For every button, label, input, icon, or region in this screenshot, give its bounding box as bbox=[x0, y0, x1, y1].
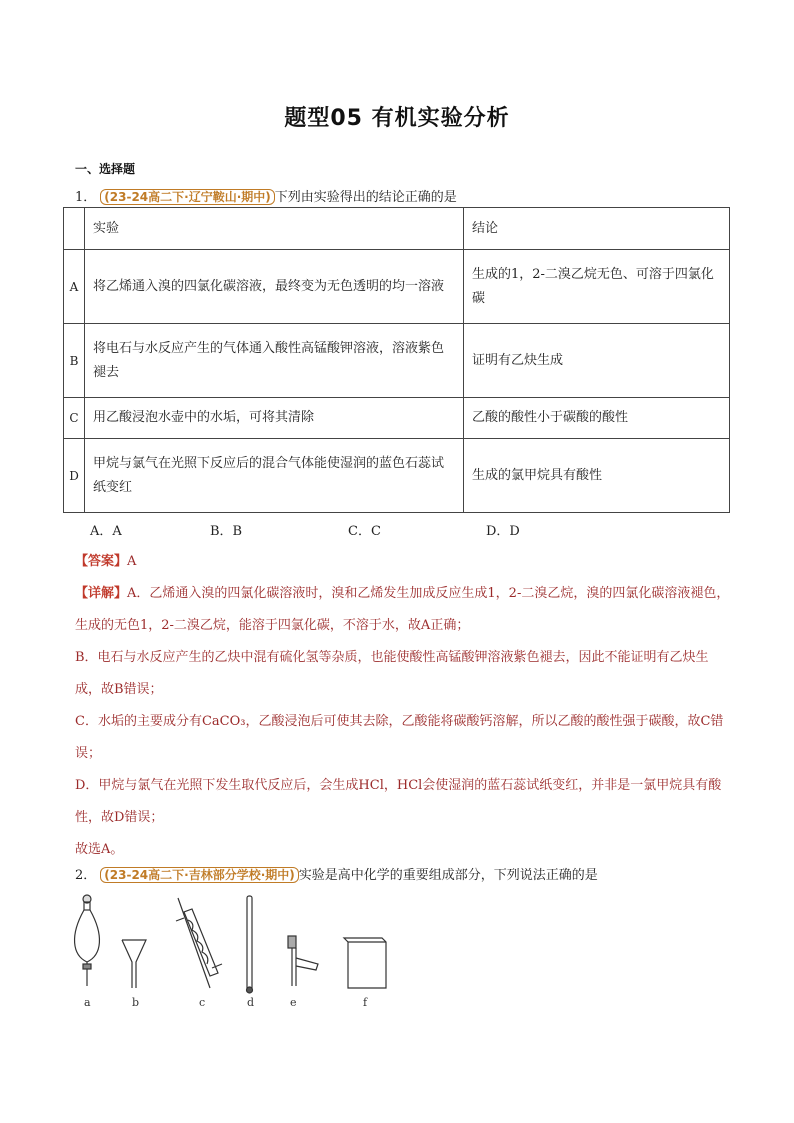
table-row bbox=[64, 324, 730, 398]
question-number: 2． bbox=[75, 868, 97, 883]
separatory-funnel-icon bbox=[75, 895, 100, 986]
funnel-icon bbox=[122, 940, 146, 988]
table-cell-key: B bbox=[64, 324, 85, 398]
table-cell bbox=[64, 208, 85, 250]
question-number: 1． bbox=[75, 190, 97, 205]
table-header-row bbox=[64, 208, 730, 250]
figure-label-d: d bbox=[247, 996, 255, 1009]
table-cell-conclusion: 生成的氯甲烷具有酸性 bbox=[464, 439, 730, 513]
figure-label-f: f bbox=[363, 996, 368, 1009]
table-header-cell: 结论 bbox=[464, 208, 730, 250]
condenser-icon bbox=[176, 898, 222, 988]
table-cell-conclusion: 生成的1，2-二溴乙烷无色、可溶于四氯化碳 bbox=[464, 250, 730, 324]
table-cell-conclusion: 乙酸的酸性小于碳酸的酸性 bbox=[464, 398, 730, 439]
explanation-c: C．水垢的主要成分有CaCO₃，乙酸浸泡后可使其去除，乙酸能将碳酸钙溶解，所以乙酸的酸性强于碳酸，故C错误； bbox=[75, 714, 724, 761]
page-title: 题型05 有机实验分析 bbox=[284, 106, 510, 131]
apparatus-figure bbox=[60, 890, 400, 1000]
option-b: B．B bbox=[210, 524, 243, 539]
option-c: C．C bbox=[348, 524, 381, 539]
table-cell-conclusion: 证明有乙炔生成 bbox=[464, 324, 730, 398]
table-cell-key: C bbox=[64, 398, 85, 439]
section-heading: 一、选择题 bbox=[75, 162, 136, 176]
thermometer-icon bbox=[247, 896, 253, 993]
table-cell-experiment: 将乙烯通入溴的四氯化碳溶液，最终变为无色透明的均一溶液 bbox=[85, 250, 464, 324]
question-text: 下列由实验得出的结论正确的是 bbox=[274, 190, 457, 205]
experiment-table bbox=[63, 207, 730, 513]
explanation-b: B．电石与水反应产生的乙炔中混有硫化氢等杂质，也能使酸性高锰酸钾溶液紫色褪去，因此不能证明有乙炔生成，故B错误； bbox=[75, 650, 709, 697]
table-cell-experiment: 将电石与水反应产生的气体通入酸性高锰酸钾溶液，溶液紫色褪去 bbox=[85, 324, 464, 398]
stopcock-tube-icon bbox=[288, 936, 318, 986]
detail-tag: 【详解】 bbox=[75, 586, 128, 601]
explanation-conclusion: 故选A。 bbox=[75, 842, 124, 857]
explanation bbox=[75, 578, 730, 866]
explanation-paragraph bbox=[75, 578, 730, 642]
question-source-badge: (23-24高二下·吉林部分学校·期中) bbox=[100, 867, 298, 883]
figure-label-b: b bbox=[132, 996, 140, 1009]
answer-value: A bbox=[127, 554, 137, 569]
table-cell-experiment: 甲烷与氯气在光照下反应后的混合气体能使湿润的蓝色石蕊试纸变红 bbox=[85, 439, 464, 513]
beaker-icon bbox=[344, 938, 386, 988]
question-1-stem bbox=[75, 186, 457, 205]
explanation-a: A．乙烯通入溴的四氯化碳溶液时，溴和乙烯发生加成反应生成1，2-二溴乙烷，溴的四氯化碳溶液褪色，生成的无色1，2-二溴乙烷，能溶于四氯化碳，不溶于水，故A正确； bbox=[75, 586, 730, 633]
explanation-d: D．甲烷与氯气在光照下发生取代反应后，会生成HCl，HCl会使湿润的蓝石蕊试纸变红，并非是一氯甲烷具有酸性，故D错误； bbox=[75, 778, 722, 825]
table-cell-key: D bbox=[64, 439, 85, 513]
table-header-cell: 实验 bbox=[85, 208, 464, 250]
question-text: 实验是高中化学的重要组成部分，下列说法正确的是 bbox=[298, 868, 598, 883]
option-d: D．D bbox=[486, 524, 520, 539]
question-source-badge: (23-24高二下·辽宁鞍山·期中) bbox=[100, 189, 274, 205]
figure-label-c: c bbox=[199, 996, 206, 1009]
table-cell-experiment: 用乙酸浸泡水壶中的水垢，可将其清除 bbox=[85, 398, 464, 439]
answer-line bbox=[75, 546, 730, 578]
figure-label-e: e bbox=[290, 996, 297, 1009]
figure-label-a: a bbox=[84, 996, 91, 1009]
answer-tag: 【答案】 bbox=[75, 554, 128, 569]
option-a: A．A bbox=[90, 524, 122, 539]
table-row bbox=[64, 250, 730, 324]
table-row bbox=[64, 439, 730, 513]
table-cell-key: A bbox=[64, 250, 85, 324]
question-2-stem bbox=[75, 864, 598, 883]
table-row bbox=[64, 398, 730, 439]
